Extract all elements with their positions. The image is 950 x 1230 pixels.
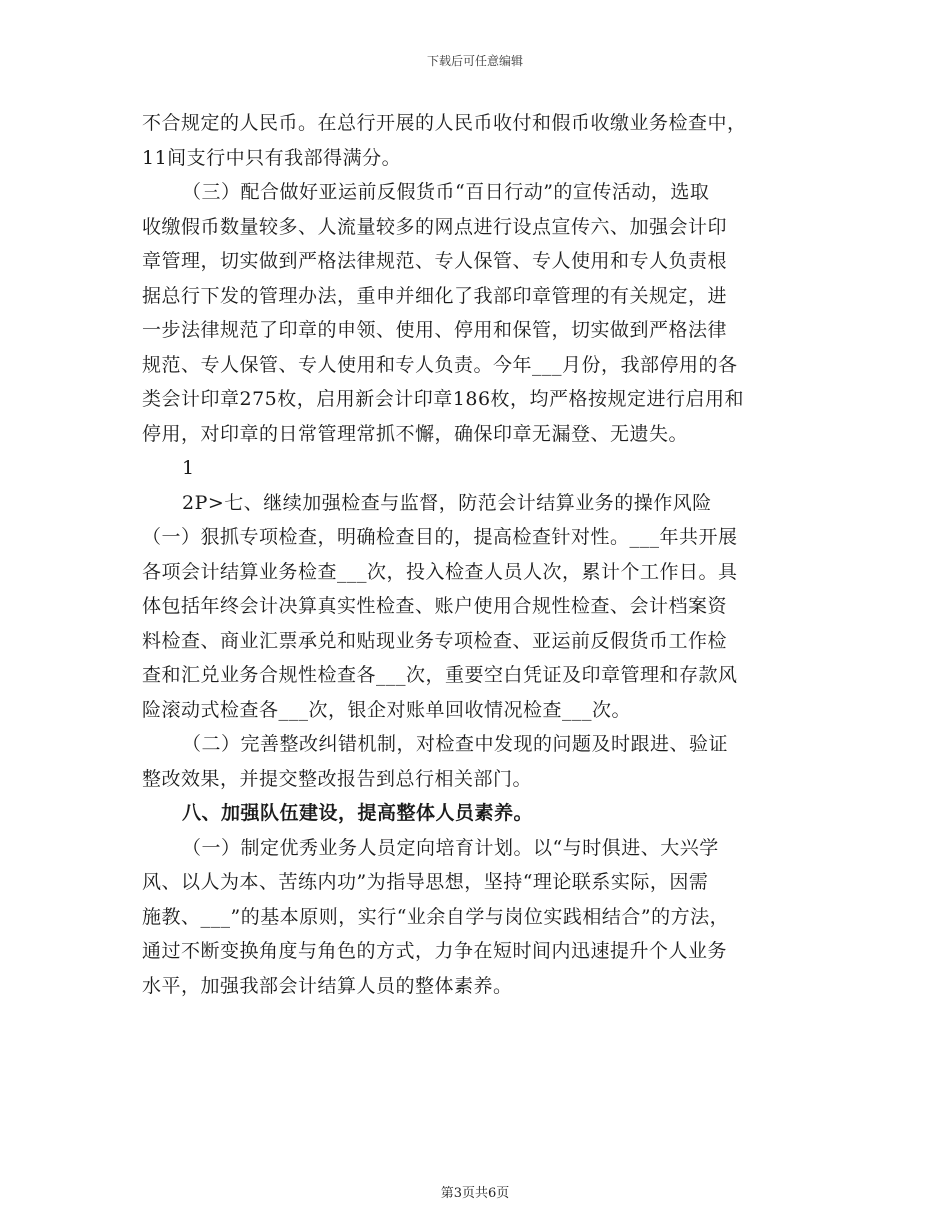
text-line: 整改效果，并提交整改报告到总行相关部门。 bbox=[142, 767, 533, 790]
text-line: 体包括年终会计决算真实性检查、账户使用合规性检查、会计档案资 bbox=[142, 595, 728, 617]
text-line: 一步法律规范了印章的申领、使用、停用和保管，切实做到严格法律 bbox=[142, 319, 728, 341]
text-line: 类会计印章275枚，启用新会计印章186枚，均严格按规定进行启用和 bbox=[142, 388, 745, 410]
text-line: 不合规定的人民币。在总行开展的人民币收付和假币收缴业务检查中， bbox=[142, 112, 747, 134]
text-line: （一）狠抓专项检查，明确检查目的，提高检查针对性。___年共开展 bbox=[142, 526, 738, 548]
page-footer: 第3页共6页 bbox=[440, 1186, 510, 1201]
text-line: （一）制定优秀业务人员定向培育计划。以“与时俱进、大兴学 bbox=[182, 836, 719, 859]
text-line: 章管理，切实做到严格法律规范、专人保管、专人使用和专人负责根 bbox=[142, 250, 728, 272]
text-line: 停用，对印章的日常管理常抓不懈，确保印章无漏登、无遗失。 bbox=[142, 422, 689, 445]
text-line: 八、加强队伍建设，提高整体人员素养。 bbox=[182, 802, 534, 824]
page-header: 下载后可任意编辑 bbox=[426, 54, 523, 68]
text-line: 风、以人为本、苦练内功”为指导思想，坚持“理论联系实际，因需 bbox=[142, 871, 709, 893]
text-line: 收缴假币数量较多、人流量较多的网点进行设点宣传六、加强会计印 bbox=[142, 215, 728, 238]
text-line: 查和汇兑业务合规性检查各___次，重要空白凭证及印章管理和存款风 bbox=[142, 664, 738, 686]
text-line: 施教、___”的基本原则，实行“业余自学与岗位实践相结合”的方法， bbox=[142, 905, 730, 928]
text-line: 各项会计结算业务检查___次，投入检查人员人次，累计个工作日。具 bbox=[142, 560, 738, 583]
text-line: （三）配合做好亚运前反假货币“百日行动”的宣传活动，选取 bbox=[182, 181, 710, 203]
text-line: 通过不断变换角度与角色的方式，力争在短时间内迅速提升个人业务 bbox=[142, 940, 728, 962]
text-line: 据总行下发的管理办法，重申并细化了我部印章管理的有关规定，进 bbox=[142, 284, 728, 307]
text-line: 规范、专人保管、专人使用和专人负责。今年___月份，我部停用的各 bbox=[142, 353, 738, 376]
text-line: 11间支行中只有我部得满分。 bbox=[142, 146, 402, 169]
text-line: 险滚动式检查各___次，银企对账单回收情况检查___次。 bbox=[142, 698, 632, 721]
text-line: 料检查、商业汇票承兑和贴现业务专项检查、亚运前反假货币工作检 bbox=[142, 629, 728, 652]
text-line: 2P>七、继续加强检查与监督，防范会计结算业务的操作风险 bbox=[182, 491, 712, 514]
text-line: （二）完善整改纠错机制，对检查中发现的问题及时跟进、验证 bbox=[182, 733, 729, 755]
text-line: 1 bbox=[182, 457, 195, 479]
text-line: 水平，加强我部会计结算人员的整体素养。 bbox=[142, 974, 513, 997]
document-body bbox=[142, 106, 810, 1003]
